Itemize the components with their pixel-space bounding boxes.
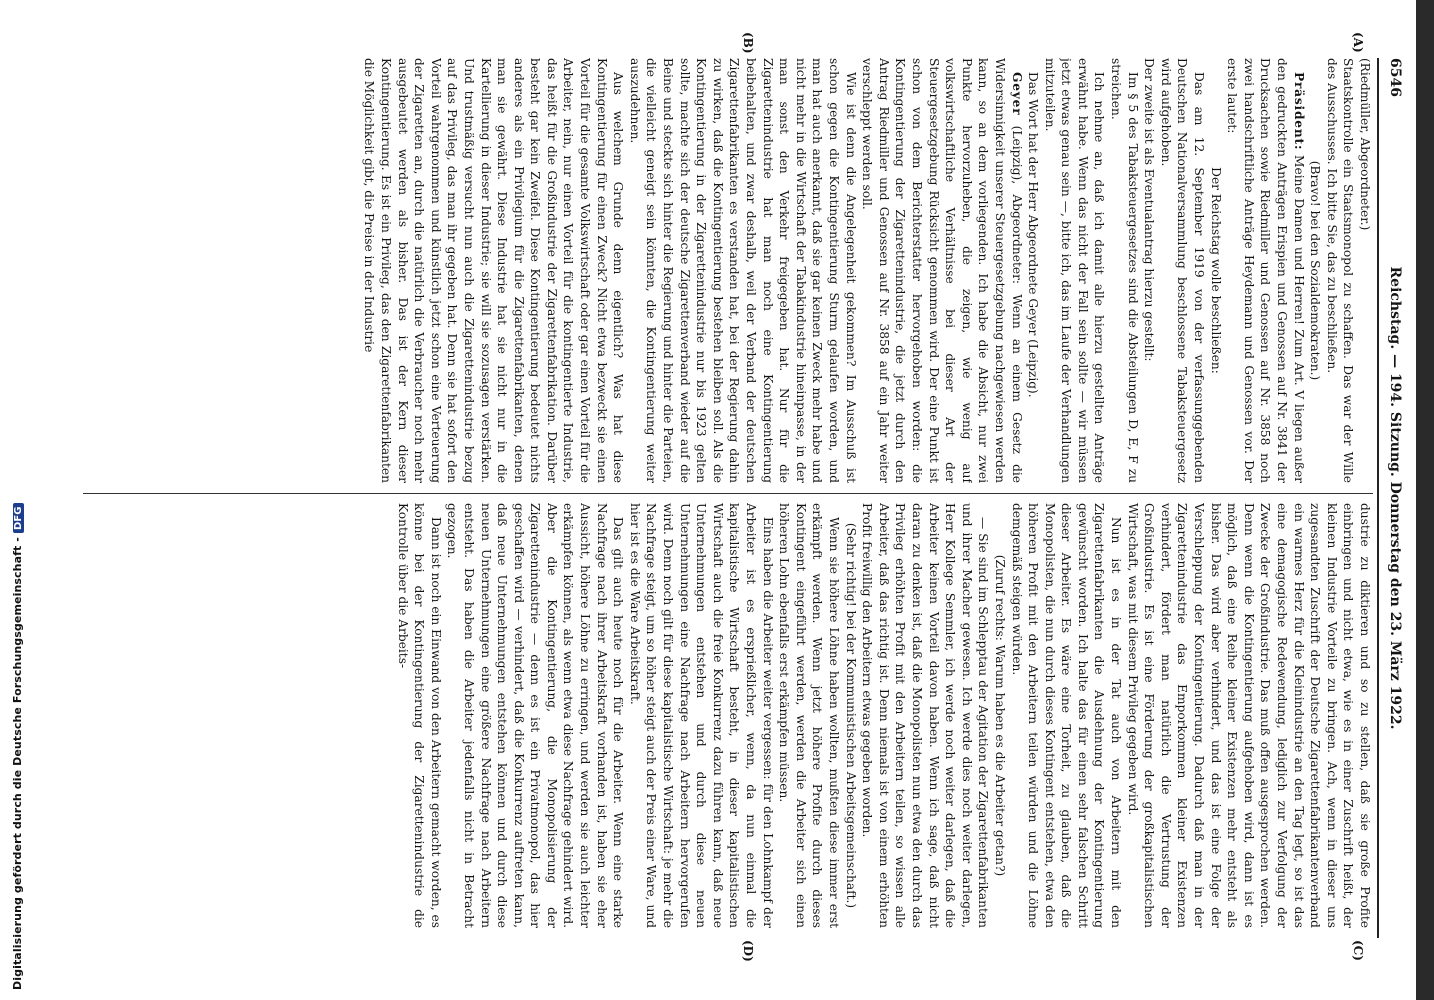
footer-strip [0,0,22,1000]
paragraph [1041,58,1107,483]
paragraph-text: Im § 5 des Tabaksteuergesetzes sind die Absteilungen D, E, F zu streichen. [1109,58,1140,483]
paragraph [991,503,1008,928]
column-divider [83,493,1373,494]
funding-text: Digitalisierung gefördert durch die Deutsche Forschungsgemeinschaft - [11,537,24,990]
dfg-logo: DFG [13,503,24,533]
left-column [83,58,1373,483]
paragraph-text: Das am 12. September 1919 von der verfassunggebenden Deutschen Nationalversammlung beschlossene Tabaksteuergesetz wird aufgehoben. [1158,58,1207,483]
paragraph [776,503,842,928]
paragraph [1323,58,1356,483]
margin-marker-d: (D) [741,940,755,962]
running-title: Reichstag. — 194. Sitzung. Donnerstag den 23. März 1922. [1387,266,1403,730]
paragraph [1108,58,1141,483]
paragraph [626,58,858,483]
paragraph [842,503,859,928]
funding-note [11,503,24,990]
paragraph-text: Aus welchem Grunde denn eigentlich? Was hat diese Kontingentierung für einen Zweck? Nicht etwa bezweckt sie einen Vorteil für die gesamte Volkswirtschaft oder gar einen Vorteil für die Arbeiter, nein, nur einen Vorteil für die kontingentierte Industrie, das heißt für die Großindustrie der Zigarettenfabrikation. Darüber besteht gar kein Zweifel. Diese Kontingentierung bedeutet nichts anderes als ein Privilegium für die Zigarettenfabrikanten, denen man sie gewährt. Diese Industrie hat sie nicht nur in die Kartellierung in dieser Industrie; sie will sie sozusagen verstärken. Und trustmäßig versucht nun auch die Zigarettenindustrie bezug auf das Privileg, das man ihr gegeben hat. Denn sie hat sofort den Vorteil wahrgenommen und künstlich jetzt schon eine Verteuerung der Zigaretten an, durch die natürlich die Verbraucher noch mehr ausgebeutet werden als bisher. Das ist der Kern dieser Kontingentierung. Es ist ein Privileg, das den Zigarettenfabrikanten die Möglichkeit gibt, die Preise in der Industrie [362,58,626,483]
paragraph-text: Nun ist es in der Tat auch von Arbeitern mit den Zigarettenfabrikanten die Ausdehnung der Kontingentierung gewünscht worden. Ich halte das für einen sehr falschen Schritt dieser Arbeiter. Es wäre eine Torheit, zu glauben, daß die Monopolisten, die nun durch dieses Kontingent entstehen, etwa den höheren Profit mit den Arbeitern teilen würden und die Löhne demgemäß steigen würden. [1009,503,1124,928]
right-column [83,503,1373,928]
paragraph-text: dustrie zu diktieren und so zu stellen, daß sie große Profite einbringen und nicht etwa, wie es in einer Zuschrift heißt, der kleinen Industrie Vorteile zu bringen. Ach, wenn in dieser uns zugesandten Zuschrift der Deutsche Zigarettenfabrikantenverband ein warmes Herz für die Kleinindustrie an den Tag legt, so ist das eine demagogische Redewendung, lediglich zur Verfolgung der Zwecke der Großindustrie. Das muß offen ausgesprochen werden. Denn wenn die Kontingentierung aufgehoben wird, dann ist es möglich, daß eine Reihe kleiner Existenzen mehr entsteht als bisher. Das wird aber verhindert, und das ist eine Folge der Verschleppung der Kontingentierung. Dadurch daß man in der Zigarettenindustrie das Emporkommen kleiner Existenzen verhindert, fördert man natürlich die Vertrustung der Großindustrie. Es ist eine Förderung der großkapitalistischen Wirtschaft, was mit diesem Privileg gegeben wird. [1125,503,1372,928]
paragraph [1157,58,1207,483]
paragraph-text: (Zuruf rechts: Warum haben es die Arbeiter getan?) [992,554,1007,877]
paragraph-text: Wie ist denn die Angelegenheit gekommen? Im Ausschuß ist schon gegen die Kontingentierung Sturm gelaufen worden, und man hat auch anerkannt, daß sie gar keinen Zweck mehr habe und nicht mehr in die Wirtschaft der Tabakindustrie hineinpasse, in der man sonst den Verkehr freigegeben hat. Nur für die Zigarettenindustrie hat man noch eine Kontingentierung beibehalten, und zwar deshalb, weil der Verband der deutschen Zigarettenfabrikanten es verstanden hat, bei der Regierung dahin zu wirken, daß die Kontingentierung bestehen bleiben soll. Als die Kontingentierung in der Zigarettenindustrie nur bis 1923 gelten sollte, machte sich der deutsche Zigarettenverband wieder auf die Beine und steckte sich hinter die Regierung und hinter die Parteien, die vielleicht geneigt sein könnten, die Kontingentierung weiter auszudehnen. [627,58,858,483]
paragraph-text: Eins haben die Arbeiter weiter vergessen: für den Lohnkampf der Arbeiter ist es ersprießlicher, wenn, da nun einmal die kapitalistische Wirtschaft besteht, in dieser kapitalistischen Wirtschaft auch die freie Konkurrenz dazu führen kann, daß neue Unternehmungen entstehen und durch diese neuen Unternehmungen eine Nachfrage nach Arbeitern hervorgerufen wird. Denn noch gilt für diese kapitalistische Wirtschaft: je mehr die Nachfrage steigt, um so höher steigt auch der Preis einer Ware, und hier ist es die Ware Arbeitskraft. [627,503,775,928]
paragraph [394,503,444,928]
page-header [1379,58,1405,938]
paragraph [1025,58,1042,483]
paragraph-text: Der zweite ist als Eventualantrag hierzu gestellt: [1142,58,1157,362]
paragraph-text: (Riedmüller, Abgeordneter.) [1358,58,1372,231]
page-number: 6546 [1387,58,1403,97]
margin-marker-c: (C) [1351,940,1365,961]
speaker-name: Präsident: [1291,72,1306,151]
paragraph-text: Der Reichstag wolle beschließen: [1208,167,1223,374]
paragraph-text: Das Wort hat der Herr Abgeordnete Geyer (Leipzig). [1026,72,1041,398]
paragraph [626,503,775,928]
paragraph-text: Dann ist noch ein Einwand von den Arbeitern gemacht worden, es könne bei der Kontingentierung der Zigarettenindustrie die Kontrolle über die Arbeits- [395,503,443,928]
paragraph-text: Wenn sie höhere Löhne haben wollten, mußten diese immer erst erkämpft werden. Wenn jetzt höhere Profite durch dieses Kontingent eingeführt werden, werden die Arbeiter sich einen höheren Lohn ebenfalls erst erkämpfen müssen. [777,503,841,928]
speaker-name: Geyer [1009,72,1024,116]
paragraph-text: Ich nehme an, daß ich damit alle hierzu gestellten Anträge erwähnt habe. Wenn das nicht der Fall sein sollte — wir müssen jetzt etwas genau sein —, bitte ich, das im Laufe der Verhandlungen mitzuteilen. [1042,58,1107,483]
paragraph [1207,58,1224,483]
paragraph-text: Das gilt auch heute noch für die Arbeiter. Wenn eine starke Nachfrage nach ihrer Arbeitskraft vorhanden ist, haben sie eher Aussicht, höhere Löhne zu erringen, und werden sie auch leichter erkämpfen können, als wenn etwa diese Nachfrage gehindert wird. Aber die Kontingentierung, die Monopolisierung der Zigarettenindustrie — denn es ist ein Privatmonopol, das hier geschaffen wird — verhindert, daß die Konkurrenz auftreten kann, daß neue Unternehmungen entstehen können und durch diese neuen Unternehmungen eine größere Nachfrage nach Arbeitern entsteht. Das haben die Arbeiter jedenfalls nicht in Betracht gezogen. [445,503,626,928]
paragraph [444,503,627,928]
paragraph-text: Meine Damen und Herren! Zum Art. V liegen außer den gedruckten Anträgen Erispien und Genossen auf Nr. 3841 der Drucksachen sowie Riedmiller und Genossen auf Nr. 3858 noch zwei handschriftliche Anträge Heydemann und Genossen vor. Der erste lautet: [1225,58,1306,483]
paragraph-text: (Bravo! bei den Sozialdemokraten.) [1308,160,1323,381]
paragraph [1141,58,1158,483]
paragraph [859,58,1025,483]
paragraph [859,503,992,928]
scan-border [1416,0,1434,1000]
paragraph [1124,503,1373,928]
paragraph [1356,58,1373,483]
header-rule [1377,58,1379,938]
paragraph [1307,58,1324,483]
document-page [75,32,1405,962]
paragraph [1008,503,1124,928]
paragraph [1224,58,1307,483]
paragraph-text: — Sie sind im Schlepptau der Agitation der Zigarettenfabrikanten und ihrer Macher gewesen. Ich werde dies noch weiter darlegen, Herr Kollege Semmler, ich werde noch weiter darlegen, daß die Arbeiter keinen Vorteil davon haben. Wenn ich sage, daß nicht daran zu denken ist, daß die Monopolisten nun etwa den durch das Privileg erhöhten Profit mit den Arbeitern teilen, so wissen alle Arbeiter, daß das richtig ist. Denn niemals ist von einem erhöhten Profit freiwillig den Arbeitern etwas gegeben worden. [860,503,991,928]
margin-marker-b: (B) [741,32,755,54]
paragraph-text: (Leipzig), Abgeordneter: Wenn an einem Gesetz die Widersinnigkeit unserer Steuergesetzgebung nachgewiesen werden kann, so an dem vorliegenden. Ich habe die Absicht, nur zwei Punkte hervorzuheben, die zeigen, wie wenig auf volkswirtschaftliche Verhältnisse bei dieser Art der Steuergesetzgebung Rücksicht genommen wird. Der eine Punkt ist schon von dem Berichterstatter hervorgehoben worden: die Kontingentierung der Zigarettenindustrie, die jetzt durch den Antrag Riedmiller und Genossen auf Nr. 3858 auf ein Jahr weiter verschleppt werden soll. [860,58,1024,483]
paragraph-text: (Sehr richtig! bei der Kommunistischen Arbeitsgemeinschaft.) [843,522,858,909]
margin-marker-a: (A) [1351,32,1365,53]
paragraph-text: Staatskontrolle ein Staatsmonopol zu schaffen. Das war der Wille des Ausschusses. Ich bitte Sie, das zu beschließen. [1324,58,1356,483]
paragraph [361,58,627,483]
